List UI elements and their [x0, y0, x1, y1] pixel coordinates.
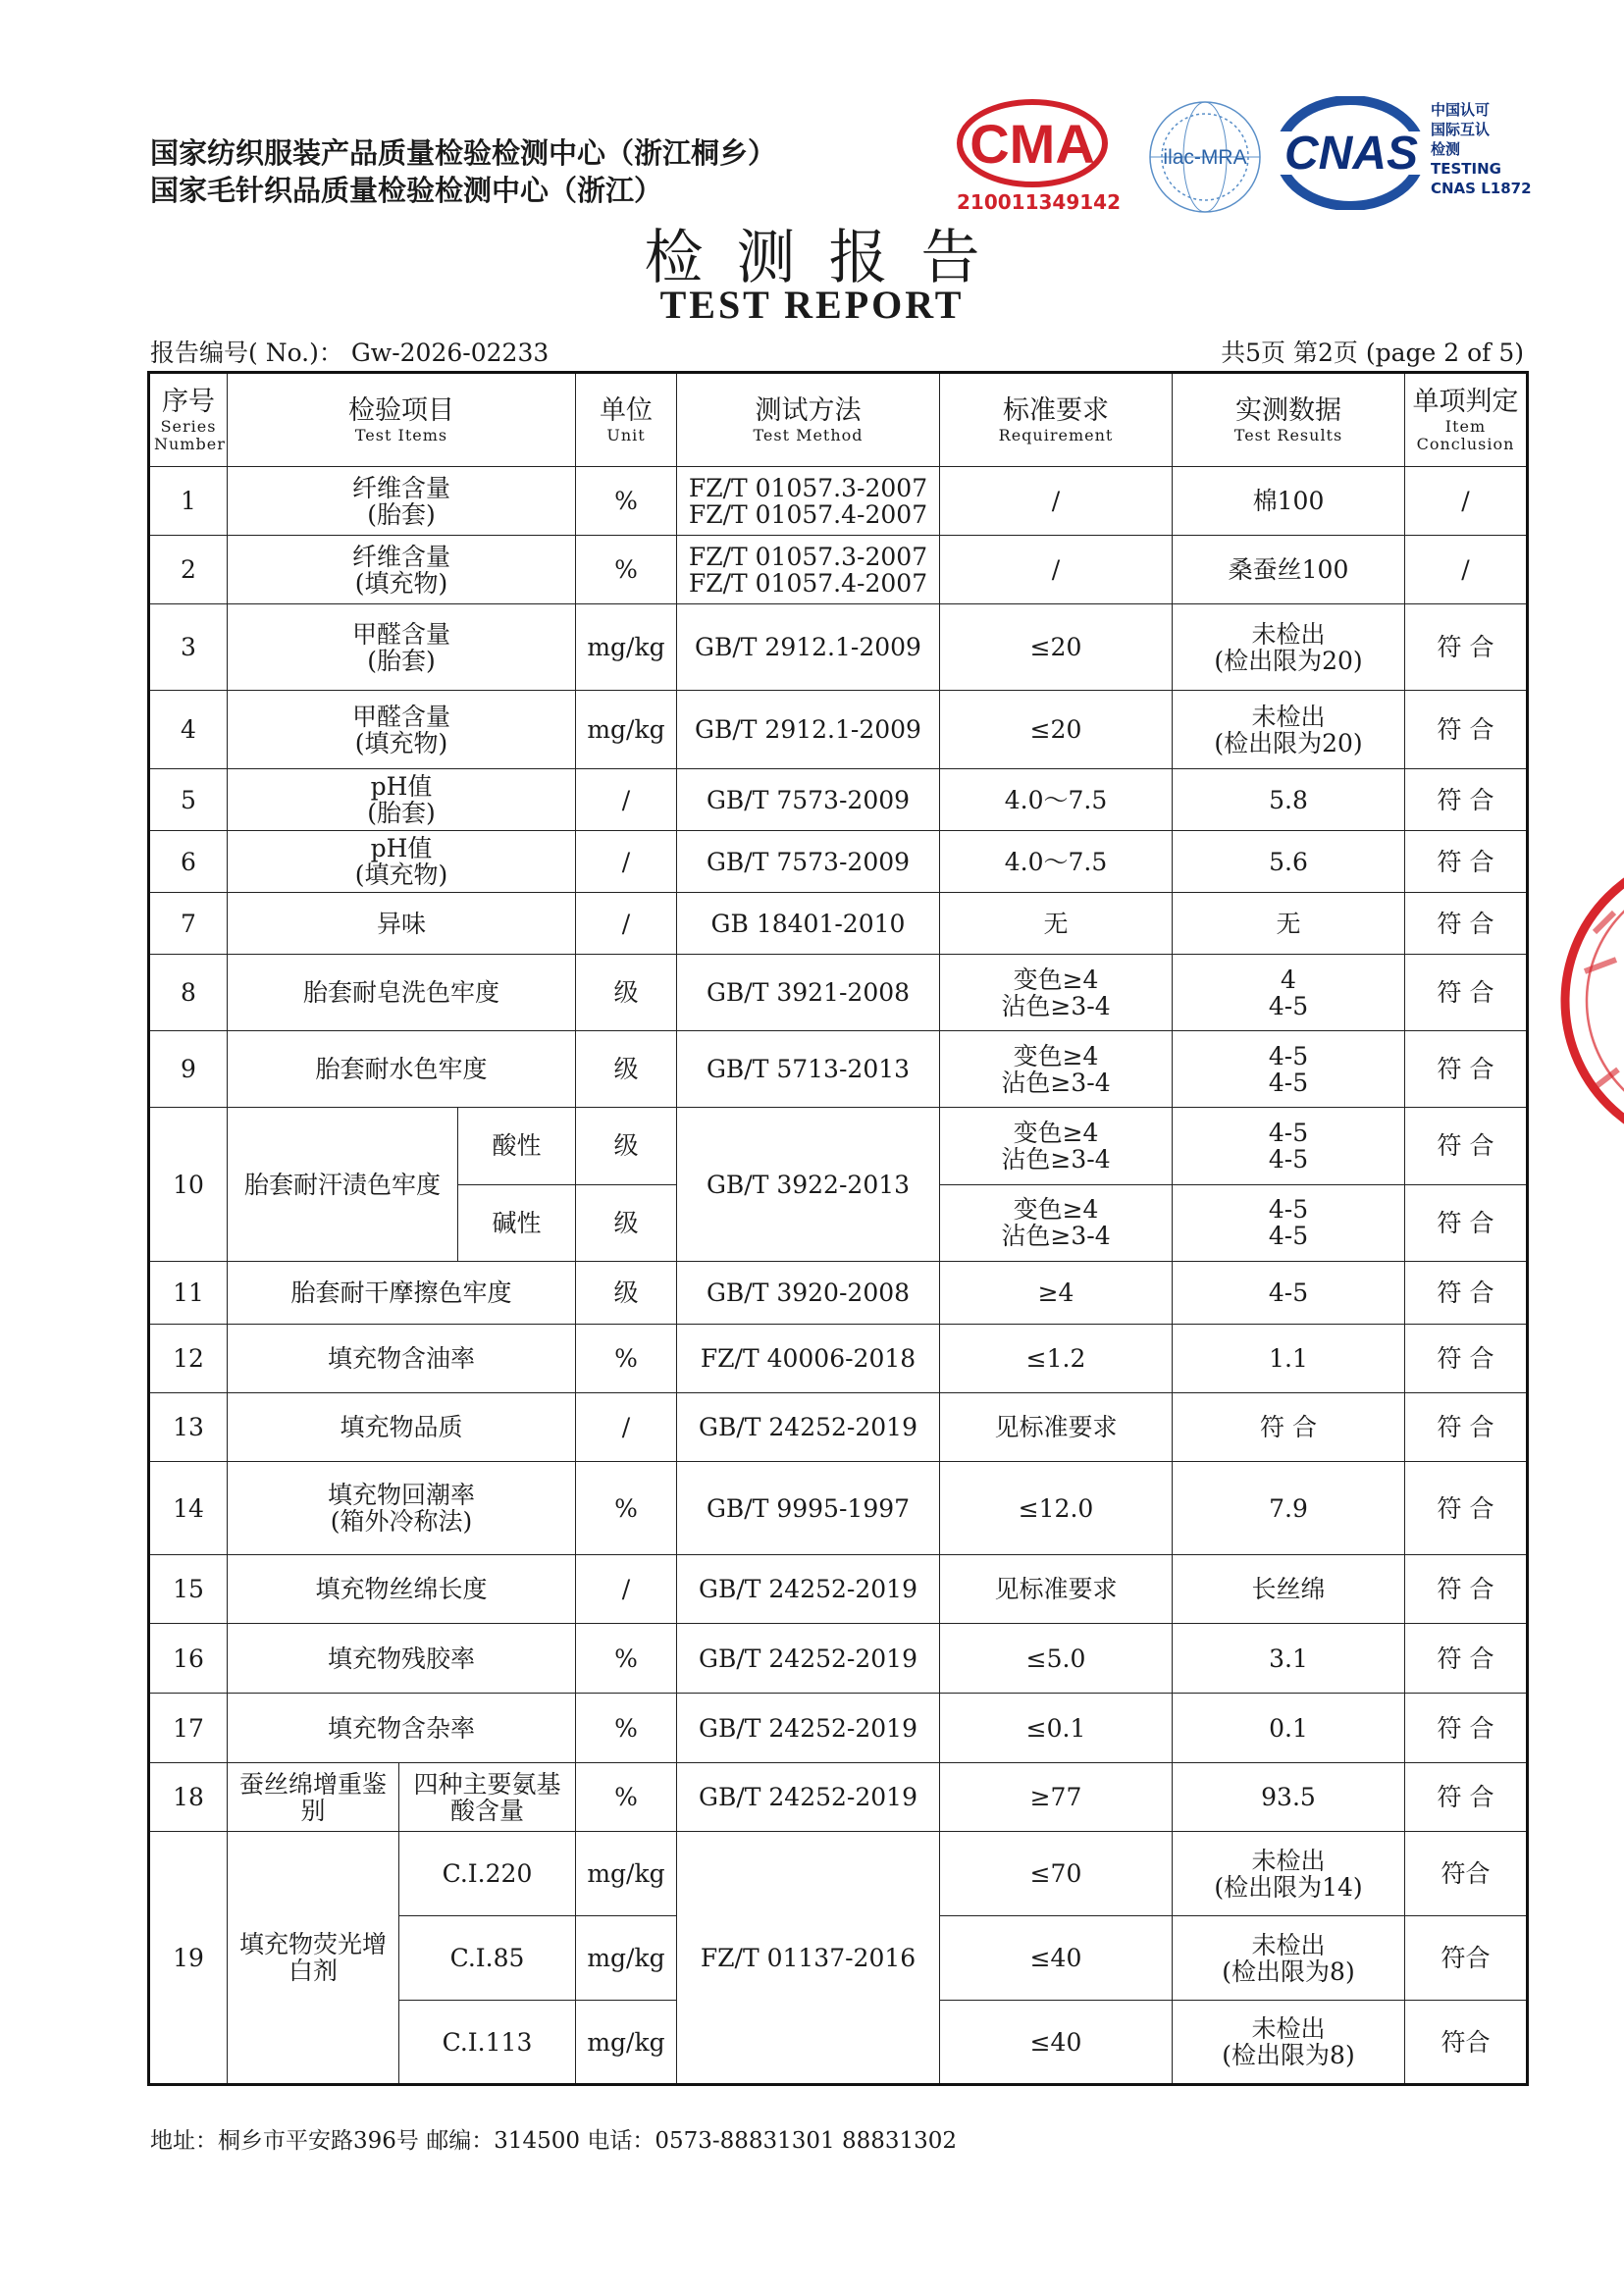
cell-unit: /	[576, 1555, 677, 1624]
cell-conclusion: 符合	[1405, 2001, 1528, 2085]
cell-conclusion: 符 合	[1405, 1184, 1528, 1262]
cell-requirement: ≤5.0	[940, 1624, 1173, 1694]
cell-unit: mg/kg	[576, 2001, 677, 2085]
cell-requirement: ≥4	[940, 1262, 1173, 1325]
col-header: 测试方法 Test Method	[677, 373, 940, 467]
cma-logo-icon	[957, 98, 1109, 188]
cell-item: 填充物含杂率	[228, 1694, 576, 1763]
cell-no: 8	[149, 955, 228, 1031]
cell-item: 蚕丝绵增重鉴 别	[228, 1763, 399, 1832]
cell-requirement: ≤12.0	[940, 1462, 1173, 1555]
cell-unit: 级	[576, 1184, 677, 1262]
cell-no: 10	[149, 1108, 228, 1262]
cell-method: GB 18401-2010	[677, 893, 940, 955]
cell-conclusion: 符 合	[1405, 604, 1528, 691]
table-row	[149, 1694, 1528, 1763]
cell-method: GB/T 9995-1997	[677, 1462, 940, 1555]
cell-unit: mg/kg	[576, 1832, 677, 1916]
cell-requirement: ≤40	[940, 1916, 1173, 2001]
cell-no: 11	[149, 1262, 228, 1325]
table-header-row	[149, 373, 1528, 467]
cell-unit: 级	[576, 1031, 677, 1108]
cell-item: 填充物回潮率 (箱外冷称法)	[228, 1462, 576, 1555]
cell-requirement: 无	[940, 893, 1173, 955]
cnas-accreditation-text	[1431, 100, 1532, 198]
cell-method: FZ/T 01137-2016	[677, 1832, 940, 2085]
cell-result: 未检出 (检出限为14)	[1173, 1832, 1405, 1916]
cell-unit: 级	[576, 955, 677, 1031]
cell-conclusion: 符 合	[1405, 1108, 1528, 1185]
cell-method: GB/T 24252-2019	[677, 1624, 940, 1694]
cell-no: 12	[149, 1325, 228, 1393]
cell-item: pH值 (填充物)	[228, 831, 576, 893]
cell-no: 1	[149, 467, 228, 536]
cell-conclusion: 符 合	[1405, 1555, 1528, 1624]
table-row	[149, 893, 1528, 955]
cell-item: 填充物荧光增 白剂	[228, 1832, 399, 2085]
cell-unit: %	[576, 467, 677, 536]
cnas-line: 中国认可	[1431, 101, 1491, 119]
cell-requirement: 变色≥4 沾色≥3-4	[940, 1184, 1173, 1262]
cell-item: 异味	[228, 893, 576, 955]
table-row	[149, 1555, 1528, 1624]
cell-conclusion: 符 合	[1405, 955, 1528, 1031]
cell-no: 16	[149, 1624, 228, 1694]
table-row	[149, 1393, 1528, 1462]
cell-unit: /	[576, 893, 677, 955]
cell-no: 15	[149, 1555, 228, 1624]
cell-item: 填充物含油率	[228, 1325, 576, 1393]
cell-item-main: 胎套耐汗渍色牢度	[228, 1108, 458, 1261]
cell-unit: mg/kg	[576, 691, 677, 769]
cell-conclusion: 符 合	[1405, 1031, 1528, 1108]
cell-result: 4-5 4-5	[1173, 1031, 1405, 1108]
cell-method: GB/T 5713-2013	[677, 1031, 940, 1108]
test-results-table	[147, 371, 1529, 2086]
cell-conclusion: 符 合	[1405, 769, 1528, 831]
cell-method: GB/T 24252-2019	[677, 1393, 940, 1462]
table-row	[149, 1462, 1528, 1555]
cell-item: 纤维含量 (填充物)	[228, 536, 576, 604]
col-header: 标准要求 Requirement	[940, 373, 1173, 467]
cell-subitem: C.I.220	[399, 1832, 576, 1916]
lab-name-line-1: 国家纺织服装产品质量检验检测中心（浙江桐乡）	[150, 136, 777, 170]
cell-requirement: 变色≥4 沾色≥3-4	[940, 1031, 1173, 1108]
table-row	[149, 1763, 1528, 1832]
ilac-mra-logo	[1146, 98, 1264, 220]
cell-conclusion: 符 合	[1405, 1325, 1528, 1393]
cell-item: 胎套耐干摩擦色牢度	[228, 1262, 576, 1325]
cell-conclusion: 符 合	[1405, 691, 1528, 769]
table-row	[149, 955, 1528, 1031]
cell-requirement: 4.0～7.5	[940, 831, 1173, 893]
cell-method: GB/T 3922-2013	[677, 1108, 940, 1262]
page-info: 共5页 第2页 (page 2 of 5)	[1221, 339, 1524, 367]
cell-no: 5	[149, 769, 228, 831]
cnas-line: 国际互认	[1431, 121, 1491, 138]
cell-unit: %	[576, 1624, 677, 1694]
cell-result: 4-5 4-5	[1173, 1108, 1405, 1185]
cell-requirement: /	[940, 536, 1173, 604]
cma-number: 210011349142	[957, 190, 1121, 214]
cell-conclusion: 符 合	[1405, 831, 1528, 893]
cell-no: 7	[149, 893, 228, 955]
cell-requirement: ≤1.2	[940, 1325, 1173, 1393]
cell-requirement: /	[940, 467, 1173, 536]
cell-item: 纤维含量 (胎套)	[228, 467, 576, 536]
cell-result: 93.5	[1173, 1763, 1405, 1832]
cell-method: GB/T 24252-2019	[677, 1694, 940, 1763]
cnas-line: 检测	[1431, 140, 1461, 158]
cell-conclusion: /	[1405, 467, 1528, 536]
col-header: 单位 Unit	[576, 373, 677, 467]
cnas-logo	[1274, 96, 1429, 214]
cell-result: 7.9	[1173, 1462, 1405, 1555]
cell-result: 符 合	[1173, 1393, 1405, 1462]
cell-no: 6	[149, 831, 228, 893]
cell-requirement: ≤70	[940, 1832, 1173, 1916]
cell-requirement: 4.0～7.5	[940, 769, 1173, 831]
col-header: 序号 Series Number	[149, 373, 228, 467]
cell-conclusion: 符 合	[1405, 1624, 1528, 1694]
cell-result: 0.1	[1173, 1694, 1405, 1763]
ilac-globe-icon	[1146, 98, 1264, 216]
cell-unit: /	[576, 831, 677, 893]
cell-result: 4-5	[1173, 1262, 1405, 1325]
cell-no: 9	[149, 1031, 228, 1108]
cell-no: 2	[149, 536, 228, 604]
cell-result: 桑蚕丝100	[1173, 536, 1405, 604]
cell-requirement: 变色≥4 沾色≥3-4	[940, 955, 1173, 1031]
cma-text: CMA	[969, 113, 1095, 175]
cell-item: 填充物丝绵长度	[228, 1555, 576, 1624]
cell-method: GB/T 24252-2019	[677, 1763, 940, 1832]
table-row	[149, 1624, 1528, 1694]
cell-result: 未检出 (检出限为20)	[1173, 691, 1405, 769]
table-row	[149, 1108, 1528, 1185]
table-row	[149, 604, 1528, 691]
cma-logo	[957, 98, 1121, 214]
cell-result: 长丝绵	[1173, 1555, 1405, 1624]
cell-result: 未检出 (检出限为8)	[1173, 2001, 1405, 2085]
cnas-mark-icon	[1274, 96, 1429, 210]
cell-no: 14	[149, 1462, 228, 1555]
ilac-text: ilac-MRA	[1163, 146, 1247, 169]
report-title-en: TEST REPORT	[659, 283, 965, 327]
cell-requirement: ≤0.1	[940, 1694, 1173, 1763]
cell-no: 18	[149, 1763, 228, 1832]
cell-unit: /	[576, 769, 677, 831]
cell-unit: /	[576, 1393, 677, 1462]
cell-subitem: 四种主要氨基 酸含量	[399, 1763, 576, 1832]
cell-result: 4-5 4-5	[1173, 1184, 1405, 1262]
cell-requirement: 见标准要求	[940, 1555, 1173, 1624]
col-header: 单项判定 Item Conclusion	[1405, 373, 1528, 467]
cell-method: GB/T 3921-2008	[677, 955, 940, 1031]
col-header: 实测数据 Test Results	[1173, 373, 1405, 467]
inspection-seal	[1555, 844, 1624, 1162]
cnas-line: TESTING	[1431, 160, 1501, 178]
cell-subitem: 碱性	[492, 1208, 542, 1237]
table-row	[149, 691, 1528, 769]
cell-item: pH值 (胎套)	[228, 769, 576, 831]
cell-method: GB/T 2912.1-2009	[677, 691, 940, 769]
cell-result: 5.8	[1173, 769, 1405, 831]
cell-conclusion: 符 合	[1405, 1462, 1528, 1555]
cell-result: 4 4-5	[1173, 955, 1405, 1031]
cell-method: GB/T 3920-2008	[677, 1262, 940, 1325]
cell-subitem: 酸性	[458, 1108, 575, 1185]
table-row	[149, 1832, 1528, 1916]
table-row	[149, 1262, 1528, 1325]
cell-method: FZ/T 40006-2018	[677, 1325, 940, 1393]
cell-no: 19	[149, 1832, 228, 2085]
cell-conclusion: 符 合	[1405, 1763, 1528, 1832]
cell-item: 甲醛含量 (填充物)	[228, 691, 576, 769]
cell-conclusion: 符 合	[1405, 1262, 1528, 1325]
cell-requirement: 见标准要求	[940, 1393, 1173, 1462]
cell-unit: %	[576, 1763, 677, 1832]
cell-item: 填充物品质	[228, 1393, 576, 1462]
cell-result: 5.6	[1173, 831, 1405, 893]
cell-method: GB/T 7573-2009	[677, 769, 940, 831]
cell-unit: %	[576, 1694, 677, 1763]
col-header: 检验项目 Test Items	[228, 373, 576, 467]
cnas-text: CNAS	[1283, 128, 1419, 180]
cell-conclusion: /	[1405, 536, 1528, 604]
cell-item	[228, 1108, 576, 1262]
cell-requirement: ≤20	[940, 691, 1173, 769]
cell-item: 填充物残胶率	[228, 1624, 576, 1694]
seal-stamp-icon	[1555, 844, 1624, 1158]
cell-unit: mg/kg	[576, 604, 677, 691]
cell-result: 棉100	[1173, 467, 1405, 536]
cell-method: FZ/T 01057.3-2007 FZ/T 01057.4-2007	[677, 467, 940, 536]
report-title-cn: 检测报告	[644, 224, 1014, 292]
cell-requirement: 变色≥4 沾色≥3-4	[940, 1108, 1173, 1185]
table-row	[149, 1325, 1528, 1393]
cell-conclusion: 符 合	[1405, 1393, 1528, 1462]
cell-unit: 级	[576, 1262, 677, 1325]
cell-conclusion: 符合	[1405, 1832, 1528, 1916]
cell-item: 胎套耐皂洗色牢度	[228, 955, 576, 1031]
cell-unit: mg/kg	[576, 1916, 677, 2001]
cell-no: 4	[149, 691, 228, 769]
cell-unit: %	[576, 536, 677, 604]
footer-address: 地址：桐乡市平安路396号 邮编：314500 电话：0573-88831301 88831302	[150, 2128, 958, 2154]
table-row	[149, 467, 1528, 536]
cell-method: GB/T 7573-2009	[677, 831, 940, 893]
lab-name-line-2: 国家毛针织品质量检验检测中心（浙江）	[150, 174, 663, 207]
cell-method: GB/T 2912.1-2009	[677, 604, 940, 691]
cell-requirement: ≤40	[940, 2001, 1173, 2085]
cell-no: 3	[149, 604, 228, 691]
cell-subitem: C.I.85	[399, 1916, 576, 2001]
cnas-line: CNAS L1872	[1431, 180, 1532, 197]
cell-result: 1.1	[1173, 1325, 1405, 1393]
cell-no: 17	[149, 1694, 228, 1763]
cell-method: GB/T 24252-2019	[677, 1555, 940, 1624]
cell-requirement: ≤20	[940, 604, 1173, 691]
table-row	[149, 769, 1528, 831]
cell-unit: %	[576, 1462, 677, 1555]
cell-unit: 级	[576, 1108, 677, 1185]
cell-result: 未检出 (检出限为20)	[1173, 604, 1405, 691]
cell-conclusion: 符 合	[1405, 893, 1528, 955]
cell-subitem: C.I.113	[399, 2001, 576, 2085]
table-row	[149, 536, 1528, 604]
cell-conclusion: 符合	[1405, 1916, 1528, 2001]
table-row	[149, 831, 1528, 893]
cell-result: 无	[1173, 893, 1405, 955]
cell-item: 胎套耐水色牢度	[228, 1031, 576, 1108]
cell-result: 3.1	[1173, 1624, 1405, 1694]
cell-requirement: ≥77	[940, 1763, 1173, 1832]
cell-method: FZ/T 01057.3-2007 FZ/T 01057.4-2007	[677, 536, 940, 604]
table-row	[149, 1031, 1528, 1108]
report-number: 报告编号( No.)： Gw-2026-02233	[150, 339, 550, 367]
cell-no: 13	[149, 1393, 228, 1462]
cell-result: 未检出 (检出限为8)	[1173, 1916, 1405, 2001]
cell-item: 甲醛含量 (胎套)	[228, 604, 576, 691]
cell-conclusion: 符 合	[1405, 1694, 1528, 1763]
cell-unit: %	[576, 1325, 677, 1393]
